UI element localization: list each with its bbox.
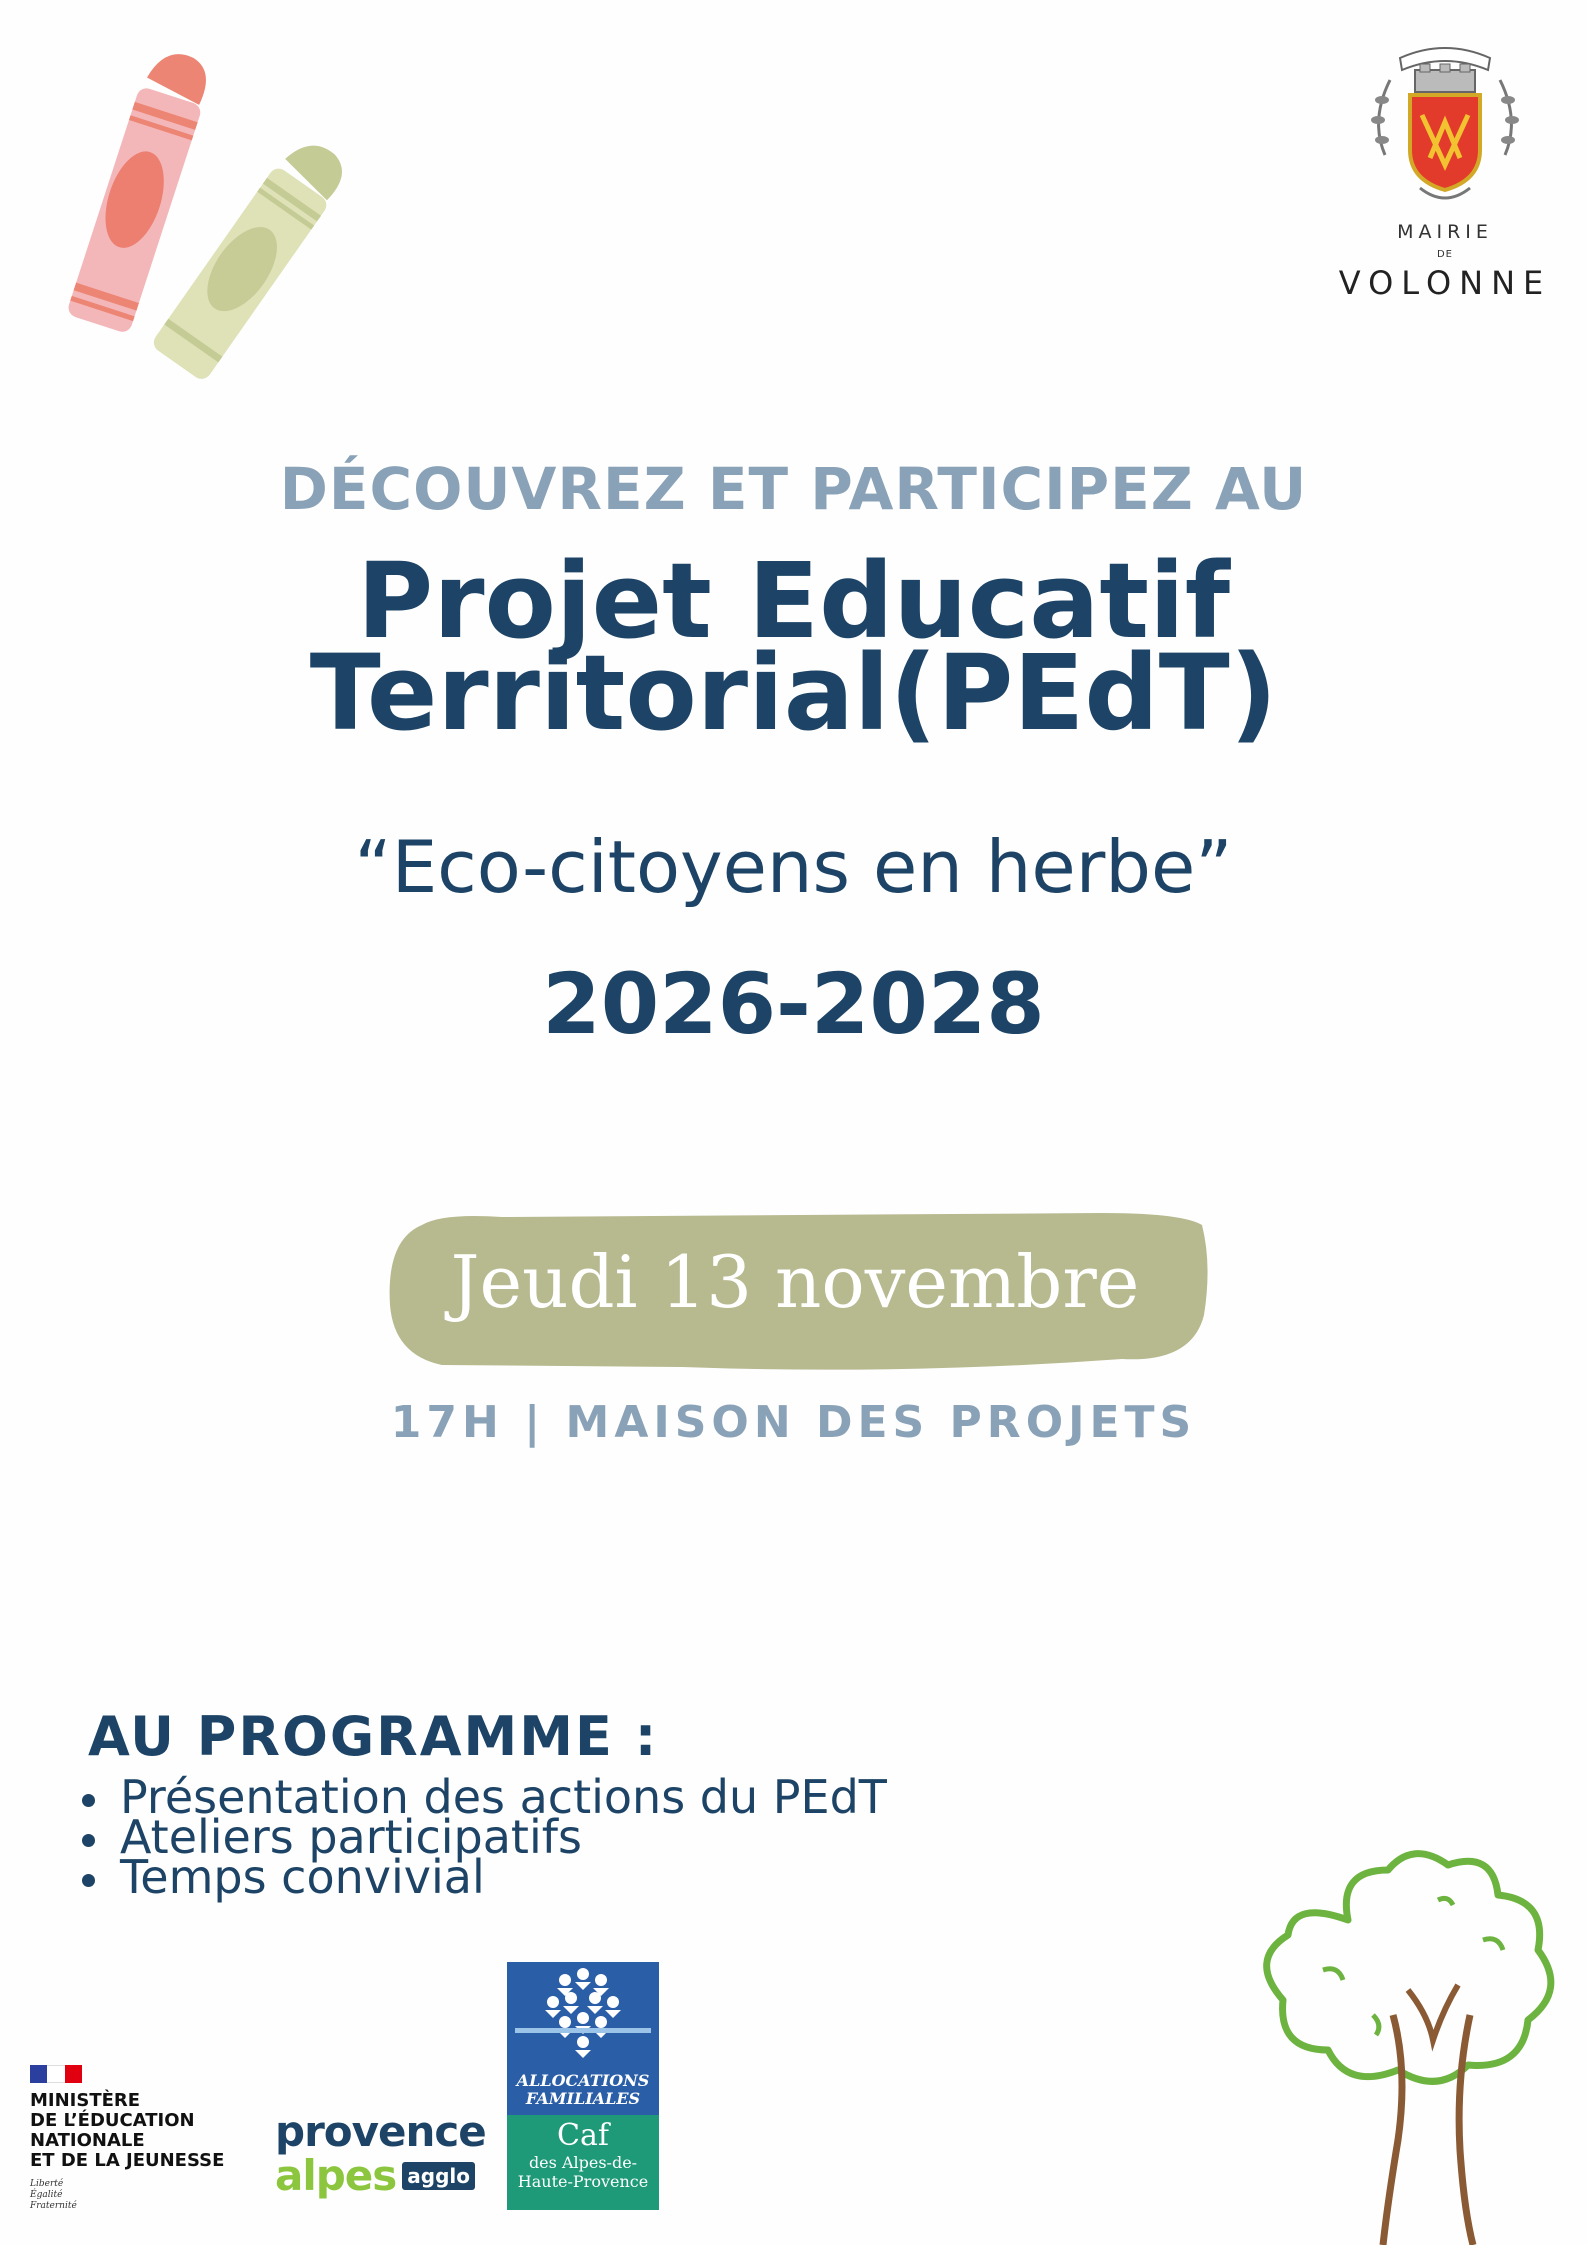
caf-name: Caf: [557, 2118, 609, 2153]
list-item: Présentation des actions du PEdT: [78, 1777, 887, 1817]
commune-name: VOLONNE: [1338, 264, 1552, 302]
caf-department: des Alpes-de- Haute-Provence: [517, 2153, 649, 2191]
mairie-de-label: DE: [1436, 249, 1454, 260]
list-item: Ateliers participatifs: [78, 1817, 887, 1857]
mairie-logo: [1315, 40, 1575, 302]
kicker-heading: DÉCOUVREZ ET PARTICIPEZ AU: [279, 455, 1308, 523]
ministere-name: MINISTÈRE DE L’ÉDUCATION NATIONALE ET DE LA JEUNESSE: [30, 2090, 225, 2171]
title-line-2: Territorial(PEdT): [309, 632, 1278, 754]
mairie-label: MAIRIE: [1397, 221, 1493, 243]
tree-illustration: [1248, 1840, 1578, 2245]
caf-logo: [507, 1962, 659, 2210]
list-item: Temps convivial: [78, 1857, 887, 1897]
ministere-motto: Liberté Égalité Fraternité: [30, 2179, 77, 2211]
coat-of-arms-icon: [1360, 40, 1530, 215]
crayons-illustration: [55, 35, 355, 395]
caf-people-icon: [507, 1962, 659, 2072]
french-flag-icon: [30, 2065, 82, 2083]
agglo-tag: agglo: [402, 2162, 475, 2190]
event-date: Jeudi 13 novembre: [450, 1240, 1140, 1324]
subtitle: “Eco-citoyens en herbe”: [354, 825, 1233, 909]
ministere-logo: [30, 2065, 230, 2212]
alpes-label: alpes: [275, 2151, 397, 2200]
provence-label: provence: [275, 2107, 486, 2156]
caf-allocations-label: ALLOCATIONS FAMILIALES: [516, 2071, 650, 2108]
years: 2026-2028: [542, 955, 1045, 1053]
programme-title: AU PROGRAMME :: [88, 1705, 659, 1768]
programme-list: [78, 1770, 887, 1904]
title-line-1: Projet Educatif: [356, 540, 1231, 662]
page-title: [0, 540, 1587, 754]
event-time-place: 17H | MAISON DES PROJETS: [390, 1397, 1197, 1448]
provence-alpes-agglo-logo: [275, 2107, 490, 2200]
